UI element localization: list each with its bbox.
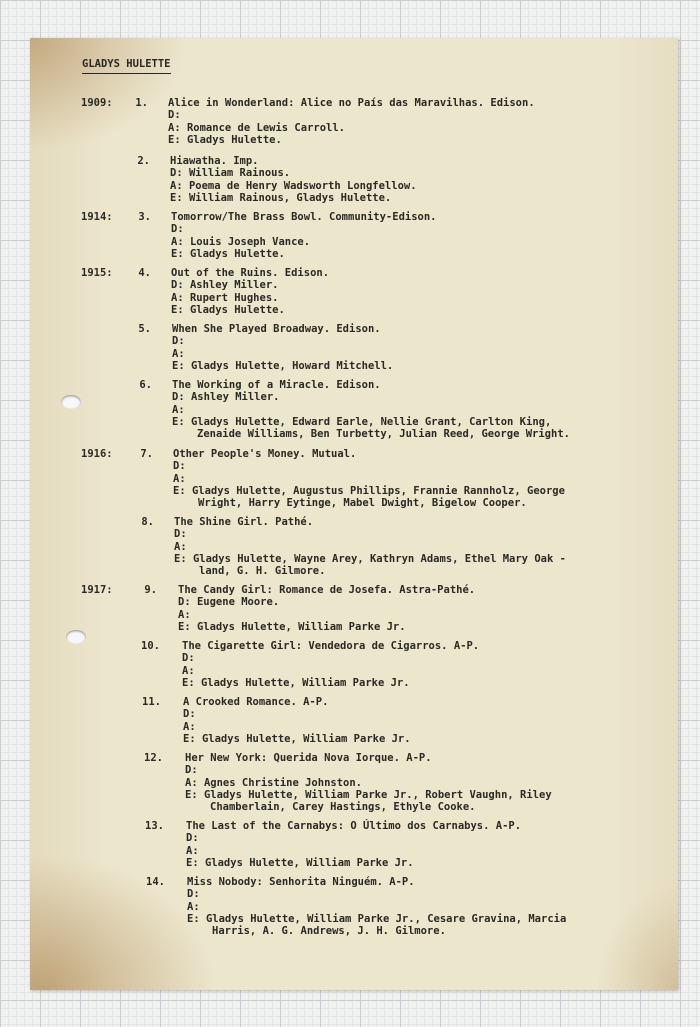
film-title: Miss Nobody: Senhorita Ninguém. A-P. [187, 876, 415, 888]
credit-line: D: Ashley Miller. [172, 391, 280, 404]
entry-number: 10. [141, 640, 160, 652]
entry-year: 1909: [81, 97, 113, 109]
credit-line: A: [183, 720, 196, 733]
entry-year: 1914: [81, 211, 113, 223]
filmography-list [30, 38, 678, 990]
credit-line: A: [187, 900, 200, 913]
entry-year: 1915: [81, 267, 113, 279]
credit-line: E: Gladys Hulette, Wayne Arey, Kathryn Adams, Ethel Mary Oak - [174, 552, 566, 565]
entry-number: 13. [145, 820, 164, 832]
credit-line: A: Poema de Henry Wadsworth Longfellow. [170, 179, 417, 192]
film-title: Her New York: Querida Nova Iorque. A-P. [185, 752, 432, 764]
entry-number: 12. [144, 752, 163, 764]
credit-line-continued: Harris, A. G. Andrews, J. H. Gilmore. [212, 925, 446, 938]
credit-line: D: [171, 223, 184, 236]
credit-line: E: Gladys Hulette, Howard Mitchell. [172, 359, 394, 372]
credit-line: A: Louis Joseph Vance. [171, 235, 311, 248]
entry-number: 3. [138, 211, 151, 223]
credit-line: A: Agnes Christine Johnston. [185, 776, 363, 789]
film-title: Tomorrow/The Brass Bowl. Community-Edison. [171, 211, 437, 223]
entry-number: 5. [138, 323, 151, 335]
film-title: Alice in Wonderland: Alice no País das Maravilhas. Edison. [168, 97, 535, 109]
credit-line-continued: Zenaide Williams, Ben Turbetty, Julian Reed, George Wright. [197, 428, 570, 441]
credit-line: A: [173, 472, 186, 485]
credit-line: D: [186, 832, 199, 845]
entry-number: 9. [144, 584, 157, 596]
credit-line-continued: Chamberlain, Carey Hastings, Ethyle Cooke. [210, 801, 476, 814]
film-title: Other People's Money. Mutual. [173, 448, 357, 460]
film-title: Out of the Ruins. Edison. [171, 267, 330, 279]
credit-line: A: [172, 347, 185, 360]
credit-line: D: [168, 109, 181, 122]
film-title: The Working of a Miracle. Edison. [172, 379, 381, 391]
credit-line: D: [172, 335, 185, 348]
credit-line: E: Gladys Hulette, Edward Earle, Nellie Grant, Carlton King, [172, 415, 552, 428]
credit-line-continued: Wright, Harry Eytinge, Mabel Dwight, Bigelow Cooper. [198, 497, 527, 510]
credit-line: D: Ashley Miller. [171, 279, 279, 292]
credit-line: E: Gladys Hulette, William Parke Jr., Robert Vaughn, Riley [185, 788, 552, 801]
credit-line: E: Gladys Hulette. [171, 303, 285, 316]
credit-line: D: William Rainous. [170, 167, 291, 180]
document-title: GLADYS HULETTE [82, 58, 171, 74]
entry-number: 6. [139, 379, 152, 391]
document-page [30, 38, 678, 990]
credit-line: D: [182, 652, 195, 665]
credit-line: E: Gladys Hulette. [168, 133, 282, 146]
film-title: A Crooked Romance. A-P. [183, 696, 329, 708]
credit-line: E: Gladys Hulette, Augustus Phillips, Frannie Rannholz, George [173, 484, 565, 497]
credit-line: E: Gladys Hulette, William Parke Jr., Cesare Gravina, Marcia [187, 912, 567, 925]
credit-line: A: [178, 608, 191, 621]
entry-number: 8. [141, 516, 154, 528]
entry-number: 7. [140, 448, 153, 460]
credit-line: D: [173, 460, 186, 473]
credit-line: D: [183, 708, 196, 721]
film-title: The Candy Girl: Romance de Josefa. Astra-Pathé. [178, 584, 476, 596]
credit-line: A: [174, 540, 187, 553]
credit-line: A: [186, 844, 199, 857]
credit-line: E: Gladys Hulette. [171, 247, 285, 260]
film-title: The Cigarette Girl: Vendedora de Cigarros. A-P. [182, 640, 480, 652]
entry-number: 2. [137, 155, 150, 167]
credit-line: A: Rupert Hughes. [171, 291, 279, 304]
film-title: Hiawatha. Imp. [170, 155, 259, 167]
film-title: The Last of the Carnabys: O Último dos Carnabys. A-P. [186, 820, 522, 832]
entry-year: 1916: [81, 448, 113, 460]
credit-line: D: [174, 528, 187, 541]
film-title: The Shine Girl. Pathé. [174, 516, 314, 528]
entry-number: 1. [135, 97, 148, 109]
entry-number: 4. [138, 267, 151, 279]
entry-number: 11. [142, 696, 161, 708]
credit-line-continued: land, G. H. Gilmore. [199, 565, 326, 578]
credit-line: E: Gladys Hulette, William Parke Jr. [183, 732, 411, 745]
credit-line: E: Gladys Hulette, William Parke Jr. [178, 620, 406, 633]
entry-year: 1917: [81, 584, 113, 596]
film-title: When She Played Broadway. Edison. [172, 323, 381, 335]
credit-line: A: [172, 403, 185, 416]
credit-line: A: Romance de Lewis Carroll. [168, 121, 346, 134]
credit-line: A: [182, 664, 195, 677]
credit-line: D: Eugene Moore. [178, 596, 280, 609]
credit-line: D: [187, 888, 200, 901]
credit-line: E: Gladys Hulette, William Parke Jr. [186, 856, 414, 869]
credit-line: E: William Rainous, Gladys Hulette. [170, 191, 392, 204]
entry-number: 14. [146, 876, 165, 888]
credit-line: E: Gladys Hulette, William Parke Jr. [182, 676, 410, 689]
credit-line: D: [185, 764, 198, 777]
